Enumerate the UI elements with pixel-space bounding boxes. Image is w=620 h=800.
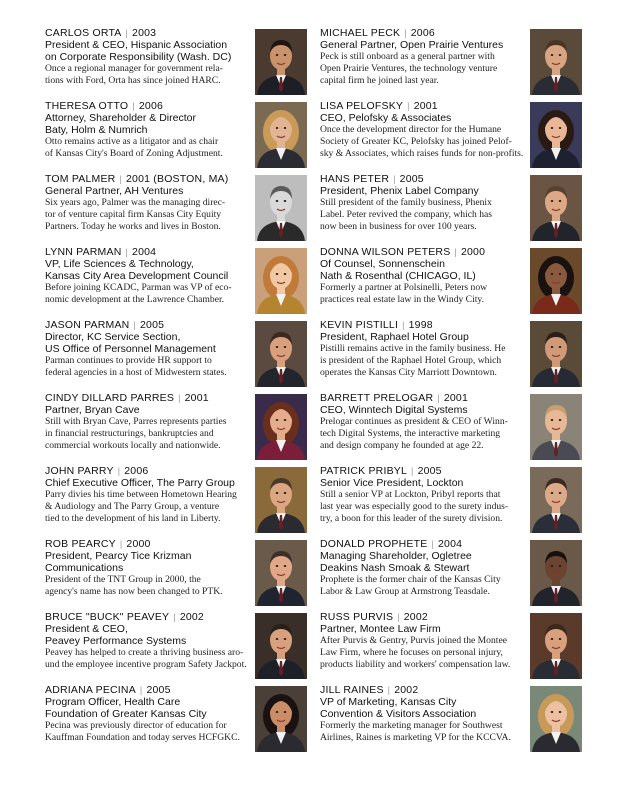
class-year: 2003	[132, 27, 157, 39]
portrait-graphic	[530, 467, 582, 533]
portrait-graphic	[255, 29, 307, 95]
job-title-line: Program Officer, Health Care	[45, 696, 181, 708]
portrait-graphic	[255, 686, 307, 752]
separator: |	[397, 612, 400, 622]
bio-line: Otto remains active as a litigator and as chair	[45, 136, 219, 147]
bio-line: Society of Greater KC, Pelofsky has joined Pelof-	[320, 136, 512, 147]
profile-text	[320, 392, 528, 452]
person-name: CINDY DILLARD PARRES	[45, 392, 175, 404]
separator: |	[387, 685, 391, 695]
name-line	[45, 173, 253, 185]
class-year: 2005	[417, 465, 442, 477]
profile-entry	[320, 465, 606, 538]
job-title-line: Of Counsel, Sonnenschein	[320, 258, 445, 270]
profile-entry	[45, 100, 331, 173]
profile-entry	[320, 100, 606, 173]
bio-line: Label. Peter revived the company, which has	[320, 209, 493, 220]
bio-line: last year was especially good to the surety indus-	[320, 501, 509, 512]
bio-line: & Audiology and The Parry Group, a venture	[45, 501, 220, 512]
person-name: CARLOS ORTA	[45, 27, 122, 39]
right-column	[320, 27, 606, 757]
left-column	[45, 27, 331, 757]
headshot-photo	[255, 29, 307, 95]
class-year: 2001 (BOSTON, MA)	[126, 173, 229, 185]
profile-entry	[320, 392, 606, 465]
headshot-photo	[530, 175, 582, 241]
name-line	[45, 392, 253, 404]
separator: |	[178, 393, 181, 403]
job-title-line: VP of Marketing, Kansas City	[320, 696, 457, 708]
headshot-photo	[255, 175, 307, 241]
name-line	[320, 465, 528, 477]
job-title-line: Director, KC Service Section,	[45, 331, 181, 343]
profile-entry	[320, 27, 606, 100]
job-title-line: President & CEO, Hispanic Association	[45, 39, 228, 51]
job-title-line: General Partner, AH Ventures	[45, 185, 184, 197]
name-line	[320, 538, 528, 550]
separator: |	[133, 320, 137, 330]
profile-text	[320, 100, 528, 160]
name-line	[45, 611, 253, 623]
separator: |	[173, 612, 176, 622]
bio-line: Pecina was previously director of education for	[45, 720, 227, 731]
person-name: LISA PELOFSKY	[320, 100, 404, 112]
person-name: THERESA OTTO	[45, 100, 129, 112]
bio-line: After Purvis & Gentry, Purvis joined the Montee	[320, 635, 507, 646]
separator: |	[117, 466, 121, 476]
headshot-photo	[530, 29, 582, 95]
separator: |	[132, 101, 135, 111]
profile-entry	[320, 246, 606, 319]
portrait-graphic	[530, 394, 582, 460]
separator: |	[411, 466, 414, 476]
person-name: LYNN PARMAN	[45, 246, 122, 258]
name-line	[320, 319, 528, 331]
profile-text	[45, 465, 253, 525]
profile-text	[45, 27, 253, 87]
headshot-photo	[255, 102, 307, 168]
person-name: TOM PALMER	[45, 173, 116, 185]
headshot-photo	[530, 467, 582, 533]
headshot-photo	[530, 321, 582, 387]
profile-text	[45, 611, 253, 671]
name-line	[45, 538, 253, 550]
separator: |	[404, 28, 407, 38]
profile-entry	[45, 27, 331, 100]
separator: |	[125, 247, 129, 257]
profile-entry	[320, 611, 606, 684]
job-title-line: Convention & Visitors Association	[320, 708, 477, 720]
job-title-line: CEO, Winntech Digital Systems	[320, 404, 468, 416]
profile-entry	[45, 684, 331, 757]
job-title-line: Deakins Nash Smoak & Stewart	[320, 562, 470, 574]
job-title-line: Foundation of Greater Kansas City	[45, 708, 207, 720]
job-title-line: CEO, Pelofsky & Associates	[320, 112, 452, 124]
profile-text	[45, 538, 253, 598]
separator: |	[454, 247, 457, 257]
portrait-graphic	[255, 321, 307, 387]
bio-line: federal agencies in a host of Midwestern states.	[45, 367, 227, 378]
bio-line: Pistilli remains active in the family business. He	[320, 343, 506, 354]
person-name: DONALD PROPHETE	[320, 538, 428, 550]
profile-text	[320, 246, 528, 306]
person-name: JASON PARMAN	[45, 319, 130, 331]
bio-line: Peavey has helped to create a thriving business aro-	[45, 647, 244, 658]
portrait-graphic	[530, 686, 582, 752]
headshot-photo	[530, 394, 582, 460]
bio-line: und the employee incentive program Safety Jackpot.	[45, 659, 247, 670]
class-year: 2005	[140, 319, 165, 331]
portrait-graphic	[530, 540, 582, 606]
bio-line: Still a senior VP at Lockton, Pribyl reports that	[320, 489, 501, 500]
profile-text	[45, 684, 253, 744]
person-name: ROB PEARCY	[45, 538, 116, 550]
class-year: 2005	[399, 173, 424, 185]
class-year: 2000	[460, 246, 486, 258]
profile-entry	[45, 538, 331, 611]
profile-entry	[45, 246, 331, 319]
profile-entry	[45, 319, 331, 392]
profile-text	[45, 173, 253, 233]
job-title-line: President, Phenix Label Company	[320, 185, 479, 197]
person-name: RUSS PURVIS	[320, 611, 394, 623]
name-line	[45, 684, 253, 696]
bio-line: is president of the Raphael Hotel Group, which	[320, 355, 502, 366]
profile-entry	[45, 392, 331, 465]
bio-line: Peck is still onboard as a general partner with	[320, 51, 495, 62]
bio-line: Still with Bryan Cave, Parres represents parties	[45, 416, 227, 427]
separator: |	[119, 174, 123, 184]
job-title-line: Baty, Holm & Numrich	[45, 124, 148, 136]
headshot-photo	[530, 102, 582, 168]
bio-line: operates the Kansas City Marriott Downtown.	[320, 367, 497, 378]
portrait-graphic	[255, 540, 307, 606]
portrait-graphic	[530, 613, 582, 679]
profile-entry	[320, 173, 606, 246]
bio-line: in financial restructurings, bankruptcies and	[45, 428, 214, 439]
separator: |	[402, 320, 405, 330]
class-year: 2006	[138, 100, 164, 112]
portrait-graphic	[255, 394, 307, 460]
separator: |	[437, 393, 440, 403]
class-year: 1998	[408, 319, 433, 331]
job-title-line: Chief Executive Officer, The Parry Group	[45, 477, 235, 489]
class-year: 2001	[413, 100, 438, 112]
class-year: 2000	[126, 538, 151, 550]
bio-line: Airlines, Raines is marketing VP for the KCCVA.	[320, 732, 511, 743]
profile-text	[45, 319, 253, 379]
class-year: 2002	[403, 611, 428, 623]
headshot-photo	[255, 467, 307, 533]
name-line	[320, 611, 528, 623]
bio-line: nomic development at the Lawrence Chamber.	[45, 294, 225, 305]
profile-entry	[45, 465, 331, 538]
bio-line: Once a regional manager for government rela-	[45, 63, 223, 74]
profile-text	[320, 173, 528, 233]
separator: |	[139, 685, 143, 695]
job-title-line: Managing Shareholder, Ogletree	[320, 550, 472, 562]
portrait-graphic	[530, 175, 582, 241]
portrait-graphic	[530, 29, 582, 95]
person-name: JOHN PARRY	[45, 465, 114, 477]
name-line	[45, 27, 253, 39]
profile-text	[320, 538, 528, 598]
portrait-graphic	[530, 102, 582, 168]
headshot-photo	[255, 394, 307, 460]
bio-line: Prelogar continues as president & CEO of Winn-	[320, 416, 508, 427]
portrait-graphic	[530, 248, 582, 314]
job-title-line: Senior Vice President, Lockton	[320, 477, 464, 489]
name-line	[320, 27, 528, 39]
job-title-line: Attorney, Shareholder & Director	[45, 112, 196, 124]
headshot-photo	[255, 686, 307, 752]
bio-line: Prophete is the former chair of the Kansas City	[320, 574, 501, 585]
bio-line: tor of venture capital firm Kansas City Equity	[45, 209, 222, 220]
job-title-line: on Corporate Responsibility (Wash. DC)	[45, 51, 232, 63]
bio-line: Kauffman Foundation and today serves HCFGKC.	[45, 732, 240, 743]
class-year: 2004	[437, 538, 463, 550]
separator: |	[431, 539, 434, 549]
profile-text	[320, 27, 528, 87]
bio-line: products liability and workers' compensation law.	[320, 659, 511, 670]
name-line	[45, 465, 253, 477]
class-year: 2006	[124, 465, 149, 477]
bio-line: now been in business for over 100 years.	[320, 221, 477, 232]
headshot-photo	[255, 613, 307, 679]
person-name: MICHAEL PECK	[320, 27, 401, 39]
bio-line: Formerly the marketing manager for Southwest	[320, 720, 503, 731]
class-year: 2001	[184, 392, 209, 404]
person-name: JILL RAINES	[320, 684, 384, 696]
name-line	[320, 173, 528, 185]
job-title-line: US Office of Personnel Management	[45, 343, 216, 355]
job-title-line: President, Raphael Hotel Group	[320, 331, 469, 343]
bio-line: tions with Ford, Orta has since joined HARC.	[45, 75, 221, 86]
job-title-line: Peavey Performance Systems	[45, 635, 187, 647]
bio-line: Six years ago, Palmer was the managing direc-	[45, 197, 226, 208]
separator: |	[119, 539, 123, 549]
portrait-graphic	[255, 613, 307, 679]
bio-line: Formerly a partner at Polsinelli, Peters now	[320, 282, 488, 293]
headshot-photo	[255, 321, 307, 387]
bio-line: commercial workouts locally and nationwide.	[45, 440, 221, 451]
person-name: BARRETT PRELOGAR	[320, 392, 434, 404]
portrait-graphic	[530, 321, 582, 387]
job-title-line: Kansas City Area Development Council	[45, 270, 229, 282]
bio-line: sky & Associates, which raises funds for non-profits.	[320, 148, 524, 159]
bio-line: of Kansas City's Board of Zoning Adjustment.	[45, 148, 223, 159]
job-title-line: President & CEO,	[45, 623, 128, 635]
bio-line: tied to the development of his land in Liberty.	[45, 513, 221, 524]
class-year: 2002	[179, 611, 204, 623]
bio-line: capital firm he joined last year.	[320, 75, 439, 86]
person-name: HANS PETER	[320, 173, 390, 185]
profile-entry	[320, 684, 606, 757]
separator: |	[125, 28, 129, 38]
headshot-photo	[530, 686, 582, 752]
separator: |	[393, 174, 396, 184]
profile-entry	[320, 538, 606, 611]
bio-line: try, a boon for this leader of the surety division.	[320, 513, 503, 524]
name-line	[45, 319, 253, 331]
bio-line: tech Digital Systems, the interactive marketing	[320, 428, 501, 439]
job-title-line: Partner, Montee Law Firm	[320, 623, 441, 635]
job-title-line: VP, Life Sciences & Technology,	[45, 258, 194, 270]
bio-line: Law Firm, where he focuses on personal injury,	[320, 647, 503, 658]
profile-text	[320, 465, 528, 525]
bio-line: President of the TNT Group in 2000, the	[45, 574, 201, 585]
profile-text	[45, 100, 253, 160]
person-name: ADRIANA PECINA	[45, 684, 136, 696]
person-name: KEVIN PISTILLI	[320, 319, 399, 331]
portrait-graphic	[255, 467, 307, 533]
name-line	[320, 246, 528, 258]
portrait-graphic	[255, 102, 307, 168]
name-line	[320, 392, 528, 404]
person-name: PATRICK PRIBYL	[320, 465, 408, 477]
portrait-graphic	[255, 175, 307, 241]
person-name: BRUCE "BUCK" PEAVEY	[45, 611, 170, 623]
bio-line: Parry divies his time between Hometown Hearing	[45, 489, 237, 500]
profile-text	[320, 684, 528, 744]
class-year: 2006	[410, 27, 435, 39]
bio-line: Partners. Today he works and lives in Boston.	[45, 221, 221, 232]
bio-line: Still president of the family business, Phenix	[320, 197, 492, 208]
job-title-line: Partner, Bryan Cave	[45, 404, 140, 416]
profile-text	[45, 392, 253, 452]
profile-text	[320, 319, 528, 379]
class-year: 2001	[443, 392, 468, 404]
profile-entry	[45, 173, 331, 246]
job-title-line: Nath & Rosenthal (CHICAGO, IL)	[320, 270, 476, 282]
person-name: DONNA WILSON PETERS	[320, 246, 451, 258]
name-line	[320, 100, 528, 112]
class-year: 2002	[394, 684, 419, 696]
job-title-line: Communications	[45, 562, 124, 574]
job-title-line: General Partner, Open Prairie Ventures	[320, 39, 504, 51]
class-year: 2004	[132, 246, 157, 258]
name-line	[45, 246, 253, 258]
bio-line: Labor & Law Group at Armstrong Teasdale.	[320, 586, 490, 597]
separator: |	[407, 101, 410, 111]
class-year: 2005	[146, 684, 171, 696]
name-line	[320, 684, 528, 696]
portrait-graphic	[255, 248, 307, 314]
headshot-photo	[530, 248, 582, 314]
profile-entry	[45, 611, 331, 684]
bio-line: Parman continues to provide HR support to	[45, 355, 212, 366]
bio-line: and design company he founded at age 22.	[320, 440, 484, 451]
profile-text	[320, 611, 528, 671]
headshot-photo	[255, 248, 307, 314]
bio-line: Before joining KCADC, Parman was VP of eco-	[45, 282, 232, 293]
profile-text	[45, 246, 253, 306]
bio-line: practices real estate law in the Windy City.	[320, 294, 484, 305]
headshot-photo	[530, 613, 582, 679]
headshot-photo	[255, 540, 307, 606]
bio-line: Once the development director for the Humane	[320, 124, 502, 135]
bio-line: agency's name has now been changed to PTK.	[45, 586, 223, 597]
name-line	[45, 100, 253, 112]
profile-entry	[320, 319, 606, 392]
job-title-line: President, Pearcy Tice Krizman	[45, 550, 192, 562]
bio-line: Open Prairie Ventures, the technology venture	[320, 63, 498, 74]
headshot-photo	[530, 540, 582, 606]
